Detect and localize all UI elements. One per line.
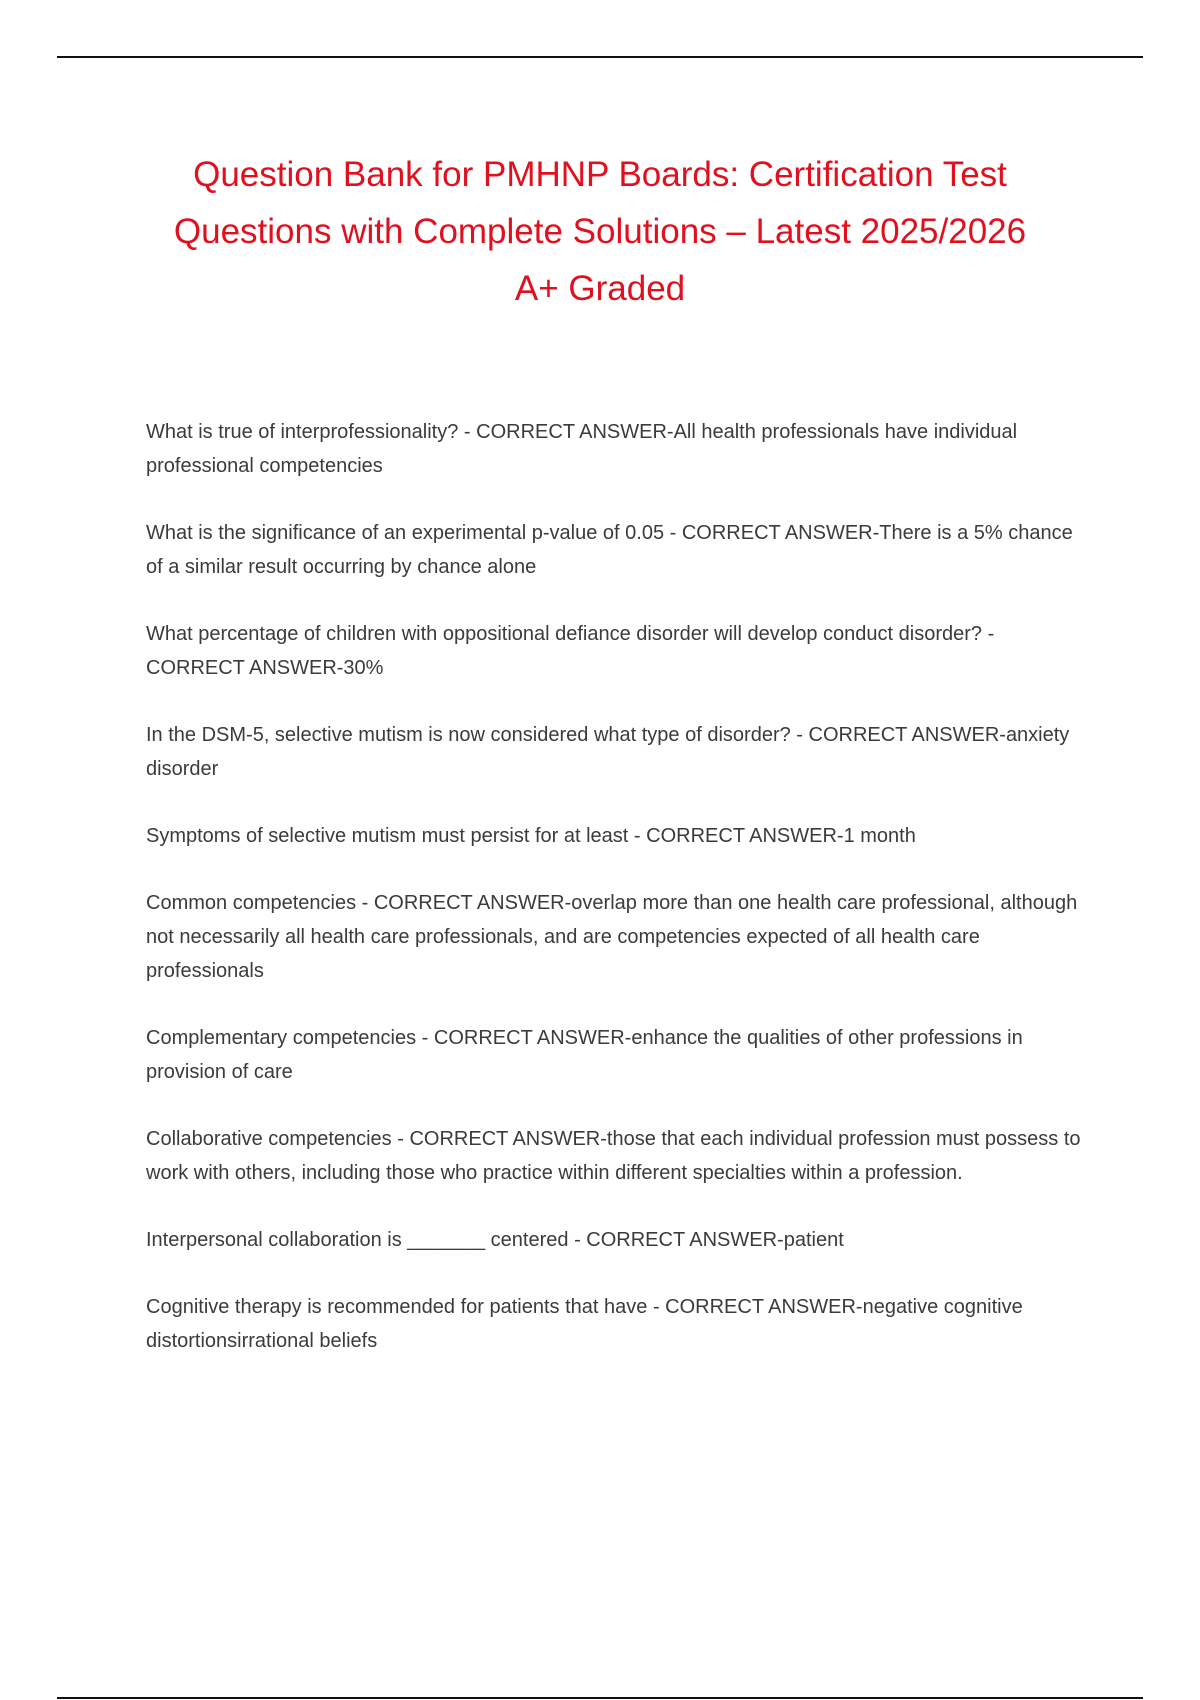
answer-separator: - CORRECT ANSWER- (664, 522, 880, 544)
qa-item (146, 1021, 1090, 1089)
top-divider (57, 56, 1143, 58)
bottom-divider (57, 1697, 1143, 1699)
answer-text: 30% (343, 657, 384, 679)
answer-text: overlap more than one health care professional, although not necessarily all health care professionals, and are competencies expected of all health care professionals (146, 892, 1078, 982)
answer-text: patient (783, 1229, 844, 1251)
question-text: In the DSM-5, selective mutism is now considered what type of disorder? (146, 724, 791, 746)
answer-text: enhance the qualities of other professions in provision of care (146, 1027, 1023, 1083)
answer-separator: - CORRECT ANSWER- (458, 421, 674, 443)
document-title (100, 146, 1100, 317)
answer-text: 1 month (843, 825, 916, 847)
answer-text: All health professionals have individual professional competencies (146, 421, 1018, 477)
answer-text: There is a 5% chance of a similar result occurring by chance alone (146, 522, 1073, 578)
title-line-2: Questions with Complete Solutions – Latest 2025/2026 (173, 212, 1027, 251)
question-answer-list (146, 415, 1090, 1391)
qa-item (146, 718, 1090, 786)
question-text: What is the significance of an experimental p-value of 0.05 (146, 522, 665, 544)
answer-text: negative cognitive distortions (146, 1296, 1023, 1352)
question-text: Symptoms of selective mutism must persist for at least (146, 825, 629, 847)
qa-item (146, 886, 1090, 988)
answer-extra-text: irrational beliefs (237, 1330, 378, 1352)
title-line-1: Question Bank for PMHNP Boards: Certification Test (193, 155, 1007, 194)
question-text: Complementary competencies (146, 1027, 417, 1049)
question-text: Interpersonal collaboration is _______ centered (146, 1229, 569, 1251)
answer-separator: - CORRECT ANSWER- (628, 825, 844, 847)
qa-item (146, 1290, 1090, 1358)
answer-text: those that each individual profession must possess to work with others, including those who practice within different specialties within a profession. (146, 1128, 1081, 1184)
title-line-3: A+ Graded (514, 269, 686, 308)
answer-separator: - CORRECT ANSWER- (146, 623, 995, 679)
answer-separator: - CORRECT ANSWER- (416, 1027, 632, 1049)
answer-separator: - CORRECT ANSWER- (790, 724, 1006, 746)
qa-item (146, 415, 1090, 483)
question-text: What is true of interprofessionality? (146, 421, 459, 443)
answer-separator: - CORRECT ANSWER- (391, 1128, 607, 1150)
answer-separator: - CORRECT ANSWER- (356, 892, 572, 914)
qa-item (146, 1122, 1090, 1190)
question-text: Cognitive therapy is recommended for patients that have (146, 1296, 648, 1318)
qa-item (146, 516, 1090, 584)
answer-separator: - CORRECT ANSWER- (568, 1229, 784, 1251)
qa-item (146, 617, 1090, 685)
qa-item (146, 819, 1090, 853)
answer-separator: - CORRECT ANSWER- (647, 1296, 863, 1318)
question-text: What percentage of children with oppositional defiance disorder will develop conduct disorder? (146, 623, 983, 645)
answer-text: anxiety disorder (146, 724, 1070, 780)
question-text: Common competencies (146, 892, 357, 914)
question-text: Collaborative competencies (146, 1128, 392, 1150)
qa-item (146, 1223, 1090, 1257)
